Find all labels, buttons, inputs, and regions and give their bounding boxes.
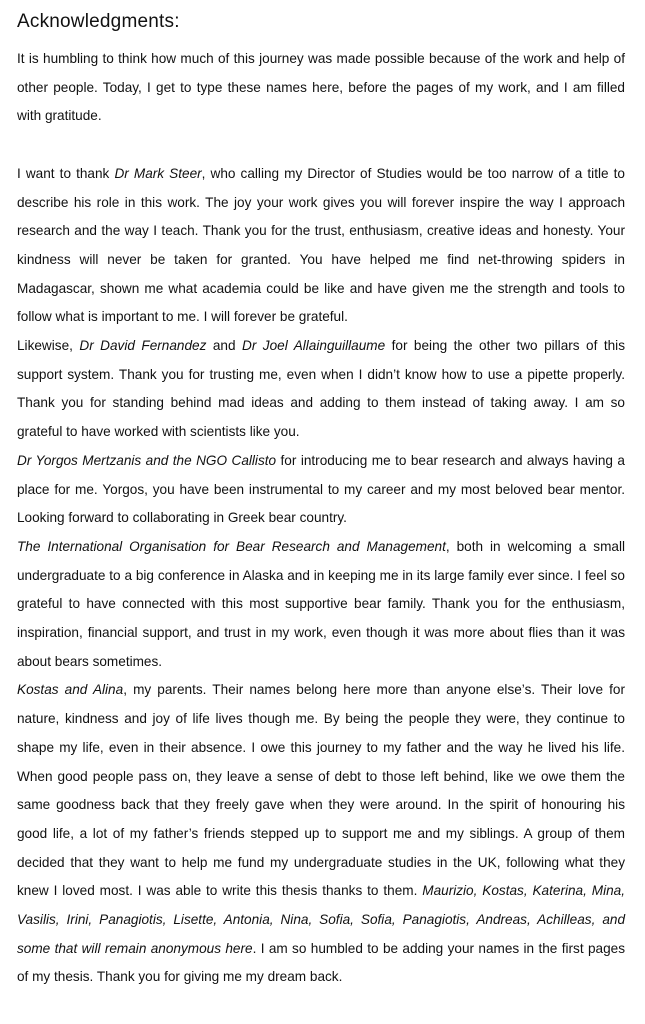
supporter-names: Maurizio, Kostas, Katerina, Mina, Vasilis, Irini, Panagiotis, Lisette, Antonia, Nina, Sofia, Sofia, Panagiotis, Andreas, Achilleas, and some that will remain anonymous here [17,883,626,956]
paragraph-intro [17,45,625,131]
person-name: Dr David Fernandez [79,338,207,354]
text-run: , my parents. Their names belong here more than anyone else’s. Their love for nature, kindness and joy of life lives though me. By being the people they were, they continue to shape my life, even in their absence. I owe this journey to my father and the way he lived his life. When good people pass on, they leave a sense of debt to those left behind, like we owe them the same goodness back that they freely gave when they were around. In the spirit of honouring his good life, a lot of my father’s friends stepped up to support me and my siblings. A group of them decided that they want to help me fund my undergraduate studies in the UK, following what they knew I loved most. I was able to write this thesis thanks to them. [17,682,626,899]
paragraph-mertzanis-callisto [17,447,625,533]
text-run: for introducing me to bear research and always having a place for me. Yorgos, you have been instrumental to my career and my most beloved bear mentor. Looking forward to collaborating in Greek bear country. [17,452,625,526]
person-name: Dr Joel Allainguillaume [242,338,386,354]
text-run: Likewise, [17,338,80,354]
person-name: Kostas and Alina [17,682,124,698]
text-run: , who calling my Director of Studies would be too narrow of a title to describe his role in this work. The joy your work gives you will forever inspire the way I approach research and the way I teach. Thank you for the trust, enthusiasm, creative ideas and honesty. Your kindness will never be taken for granted. You have helped me find net-throwing spiders in Madagascar, shown me what academia could be like and have given me the strength and tools to follow what is important to me. I will forever be grateful. [17,165,625,325]
person-name: Dr Yorgos Mertzanis and the NGO Callisto [17,452,277,468]
text-run: I want to thank [17,165,115,181]
text-run: for being the other two pillars of this support system. Thank you for trusting me, even when I didn’t know how to use a pipette properly. Thank you for standing behind mad ideas and adding to them instead of taking away. I am so grateful to have worked with scientists like you. [17,338,626,440]
paragraph-fernandez-allainguillaume [17,332,625,447]
paragraph-mark-steer [17,160,625,332]
person-name: Dr Mark Steer [114,165,202,181]
text-run: . I am so humbled to be adding your names in the first pages of my thesis. Thank you for giving me my dream back. [17,940,625,985]
organisation-name: The International Organisation for Bear Research and Management [17,538,446,554]
text-run: , both in welcoming a small undergraduate to a big conference in Alaska and in keeping me in its large family ever since. I feel so grateful to have connected with this most supportive bear family. Thank you for the enthusiasm, inspiration, financial support, and trust in my work, even though it was more about flies than it was about bears sometimes. [17,538,625,669]
document-page [17,9,625,992]
paragraph-parents [17,676,625,992]
paragraph-iba [17,533,625,677]
page-title: Acknowledgments: [17,11,180,32]
text-run: and [206,338,242,354]
text-run: It is humbling to think how much of this journey was made possible because of the work and help of other people. Today, I get to type these names here, before the pages of my work, and I am filled with gratitude. [17,51,625,124]
